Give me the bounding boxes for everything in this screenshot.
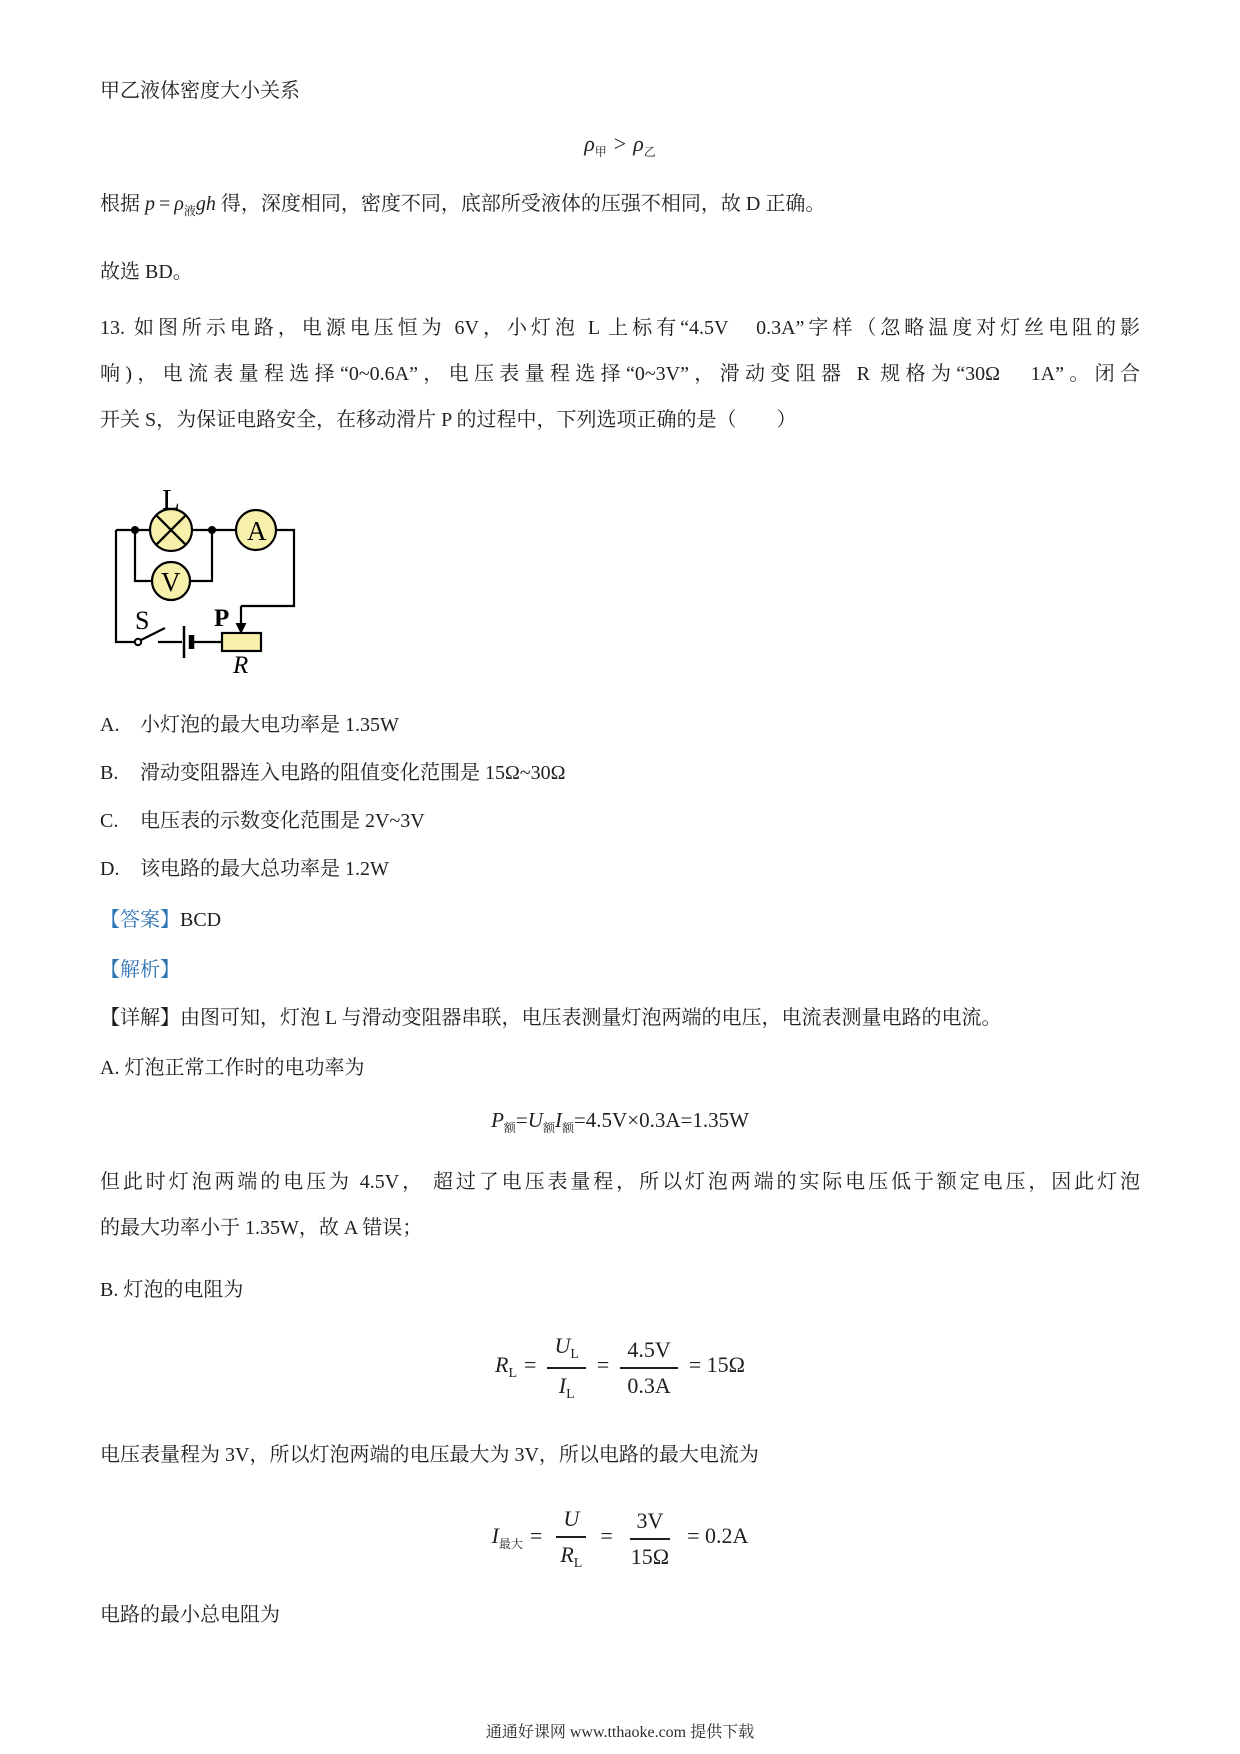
page-footer: 通通好课网 www.tthaoke.com 提供下载 (485, 1724, 755, 1741)
rheostat-icon (222, 633, 261, 651)
var-UL: U (554, 1333, 571, 1358)
section-a-head: A. 灯泡正常工作时的电功率为 (100, 1057, 365, 1079)
rheostat-label: R (233, 652, 249, 679)
var-U2: U (563, 1506, 580, 1531)
rho-yi-sub: 乙 (643, 145, 656, 159)
answer-label: 【答案】 (100, 909, 180, 931)
fraction-3v-15ohm (624, 1506, 676, 1570)
var-U: U (527, 1108, 543, 1132)
sub-UL: L (570, 1347, 579, 1362)
option-a-text: 小灯泡的最大电功率是 1.35W (140, 714, 399, 736)
var-RL: R (495, 1352, 509, 1378)
fraction-u-rl (553, 1504, 589, 1572)
pressure-suffix: 得，深度相同，密度不同，底部所受液体的压强不相同，故 D 正确。 (220, 193, 826, 215)
slider-label: P (214, 605, 230, 632)
ammeter-label: A (247, 516, 267, 546)
junction-dot-right (208, 526, 216, 534)
var-Imax: I (491, 1523, 499, 1549)
section-b-para-1: 电压表量程为 3V，所以灯泡两端的电压最大为 3V，所以电路的最大电流为 (100, 1444, 759, 1466)
eq-sign: = (159, 193, 171, 215)
detail-label: 【详解】 (100, 1007, 180, 1029)
option-c-label: C. (100, 810, 119, 832)
num-3v: 3V (630, 1506, 671, 1540)
option-a (100, 713, 1140, 737)
sub-RL2: L (573, 1555, 583, 1571)
rl-result: = 15Ω (688, 1352, 745, 1378)
var-gh: gh (195, 193, 216, 215)
analysis-line (100, 957, 1140, 983)
formula-lamp-resistance (100, 1331, 1140, 1403)
question-line-2: 响)，电流表量程选择“0~0.6A”，电压表量程选择“0~3V”，滑动变阻器 R 规格为“30Ω 1A”。闭合 (100, 363, 1140, 385)
var-rho-liquid: ρ (174, 193, 184, 215)
sub-I: 额 (561, 1121, 574, 1135)
question-line-3: 开关 S，为保证电路安全，在移动滑片 P 的过程中，下列选项正确的是（ ） (100, 409, 797, 431)
option-c-text: 电压表的示数变化范围是 2V~3V (140, 810, 425, 832)
analysis-label: 【解析】 (100, 959, 180, 981)
var-IL: I (558, 1372, 567, 1398)
section-b-head: B. 灯泡的电阻为 (100, 1279, 244, 1301)
formula-rated-power (100, 1108, 1140, 1136)
num-45v: 4.5V (620, 1335, 677, 1369)
rho-yi: ρ (633, 131, 644, 156)
var-P: P (491, 1108, 504, 1132)
rated-power-tail: =4.5V×0.3A=1.35W (573, 1108, 749, 1132)
option-c (100, 809, 1140, 833)
options-list (100, 713, 1140, 881)
option-d-text: 该电路的最大总功率是 1.2W (140, 858, 389, 880)
section-a-para (100, 1159, 1140, 1251)
fraction-45v-03a (620, 1335, 677, 1399)
option-d (100, 857, 1140, 881)
imax-eq1: = (529, 1523, 543, 1549)
var-p: p (145, 193, 155, 215)
sub-P: 额 (503, 1121, 516, 1135)
sub-IL: L (566, 1386, 575, 1402)
battery-icon (184, 626, 192, 658)
gt-sign: > (613, 131, 627, 156)
eq1: = (515, 1108, 528, 1132)
option-b-text: 滑动变阻器连入电路的阻值变化范围是 15Ω~30Ω (140, 762, 566, 784)
rl-eq2: = (596, 1352, 610, 1378)
answer-value: BCD (180, 909, 222, 931)
formula-max-current (100, 1504, 1140, 1572)
circuit-diagram (94, 479, 1140, 685)
junction-dot-left (131, 526, 139, 534)
para-conclusion-bd: 故选 BD。 (100, 261, 193, 283)
answer-line (100, 907, 1140, 933)
den-03a: 0.3A (627, 1372, 671, 1398)
rho-liquid-sub: 液 (183, 204, 196, 218)
sub-RL: L (508, 1366, 518, 1382)
para-pressure-explanation (100, 191, 1140, 224)
a-para-line-2: 的最大功率小于 1.35W，故 A 错误； (100, 1217, 423, 1239)
question-line-1: 13. 如图所示电路，电源电压恒为 6V，小灯泡 L 上标有“4.5V 0.3A”字样（忽略温度对灯丝电阻的影 (100, 317, 1140, 339)
voltmeter-label: V (161, 567, 181, 597)
var-I: I (554, 1108, 562, 1132)
a-para-line-1: 但此时灯泡两端的电压为 4.5V， 超过了电压表量程，所以灯泡两端的实际电压低于额定电压，因此灯泡 (100, 1171, 1140, 1193)
pressure-prefix: 根据 (100, 193, 140, 215)
question-13 (100, 305, 1140, 443)
detail-text: 由图可知，灯泡 L 与滑动变阻器串联，电压表测量灯泡两端的电压，电流表测量电路的电流。 (180, 1007, 1002, 1029)
sub-Imax: 最大 (498, 1537, 523, 1552)
option-a-label: A. (100, 714, 120, 736)
option-b-label: B. (100, 762, 119, 784)
option-b (100, 761, 1140, 785)
detail-para (100, 1005, 1140, 1031)
sub-U: 额 (542, 1121, 555, 1135)
option-d-label: D. (100, 858, 120, 880)
rho-jia-sub: 甲 (594, 145, 607, 159)
fraction-ul-il (547, 1331, 585, 1403)
imax-result: = 0.2A (687, 1523, 749, 1549)
formula-density (100, 131, 1140, 160)
den-15ohm: 15Ω (630, 1543, 670, 1569)
circuit-svg (94, 479, 324, 679)
lamp-label: L (162, 484, 180, 516)
switch-label: S (135, 606, 150, 635)
rl-eq1: = (524, 1352, 537, 1378)
para-density-relation: 甲乙液体密度大小关系 (100, 80, 300, 102)
var-RL2: R (560, 1541, 574, 1567)
rho-jia: ρ (584, 131, 595, 156)
section-b-para-2: 电路的最小总电阻为 (100, 1604, 280, 1626)
imax-eq2: = (600, 1523, 613, 1549)
